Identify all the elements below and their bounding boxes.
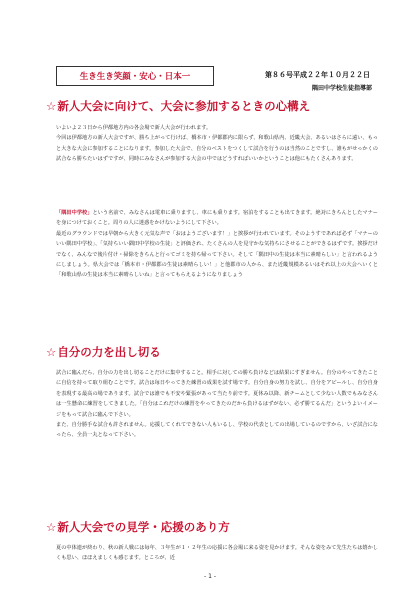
section-1-paragraph-2 [56, 208, 378, 281]
section-title-3 [46, 519, 230, 535]
school-name-emphasis: 「隅田中学校」 [56, 210, 93, 216]
section-title-2-text: 自分の力を出し切る [57, 345, 161, 359]
star-icon: ☆ [46, 520, 57, 534]
publisher-line: 隅田中学校生徒指導部 [311, 85, 372, 92]
section-title-2 [46, 344, 161, 360]
section-title-3-text: 新人大会での見学・応援のあり方 [57, 520, 230, 534]
section-2-paragraph-1: 試合に臨んだら、自分の力を出し切ることだけに集中すること。相手に対しての勝ち負けなどは結果にすぎません。自分のやってきたことに自信を持って取り組むことです。試合は毎日やってきた練習の成果を試す場です。自分自身の努力を試し、自分をアピールし、自分自身を表現する最高の場であります。試合では誰でも不安や緊張があって当たり前です。夏休み以降、新チームとして少ない人数でもみなさんは一生懸命に練習をしてきました。「自分はこれだけの練習をやってきたのだから負けるはずがない、必ず勝てるんだ」というよいイメージをもって試合に臨んで下さい。 また、自分勝手な試合も許されません。応援してくれてできない人もいるし、学校の代表としての出場しているのですから、いざ試合になったら、全員一丸となって下さい。 [56, 370, 378, 439]
page-number: - 1 - [204, 573, 216, 580]
slogan-box [56, 66, 214, 86]
section-title-1 [46, 98, 310, 114]
star-icon: ☆ [46, 345, 57, 359]
section-3-paragraph-1: 夏の中体連が終わり、秋の新人戦には毎年、３年生が１・２年生の応援に各会場に来る姿を見かけます。そんな姿をみて先生たちは嬉かしくも思い、ほほえましくも感じます。ところが、近 [56, 545, 378, 562]
star-icon: ☆ [46, 99, 57, 113]
section-1-paragraph-2-text: という名前で、みなさんは電車に乗りますし、車にも乗ります。宿泊をすることも出てきます。絶対にきちんとしたマナーを身につけておくこと。周りの人に迷惑をかけないようにして下さい。 最近のグラウンドでは早朝から大きく元気な声で「おはようございます！」と挨拶が行われています。そのようすであれば必ず「マナーのいい隅田中学校」、「気持ちいい隅田中学校の生徒」と評価され、たくさんの人を見守かな気持ちにさせることができるはずです。挨拶だけでなく、みんなで後片付け・掃除をきちんと行ってゴミを持ち帰って下さい。そして「隅田中の生徒は本当に素晴らしい」と言われるようにしましょう。県大会では「橋本市・伊都郡の生徒は素晴らしい！」と他郡市の人から、また近畿規模あるいはそれ以上の大会へいくと「和歌山県の生徒は本当に素晴らしいね」と言ってもらえるようになりましょう [56, 210, 378, 279]
issue-line: 第８６号平成２２年１０月２２日 [265, 71, 370, 79]
section-title-1-text: 新人大会に向けて、大会に参加するときの心構え [57, 99, 311, 113]
section-1-paragraph-1: いよいよ２３日から伊都地方内の各会場で新人大会が行われます。 今回は伊都地方の新人大会ですが、勝ち上がって行けば、橋本市・伊都郡内に限らず、和歌山県内、近畿大会、あるいはさらに遠い、もっと大きな大会に参加することになります。参加した大会で、自分のベストをつくして試合を行うのは当然のことですし、誰もがせっかくの試合なら勝ちたいはずですが、同時にみなさんが参加する大会の中ではどうすればいいかということは他にもたくさんあります。 [56, 125, 378, 163]
slogan-text: 生き生き笑顔・安心・日本一 [79, 72, 191, 82]
